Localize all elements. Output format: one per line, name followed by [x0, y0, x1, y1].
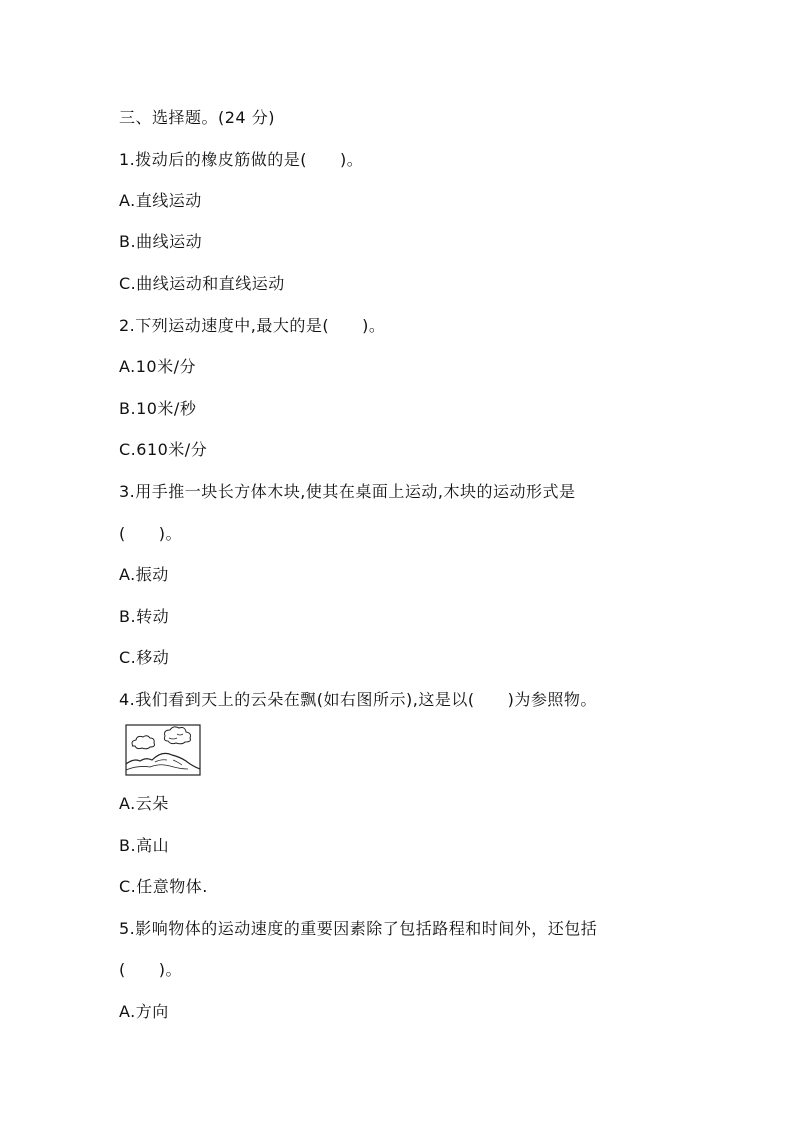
question-2-stem: 2.下列运动速度中,最大的是( )。 — [119, 316, 386, 335]
question-1-option-b: B.曲线运动 — [119, 232, 203, 251]
question-4-option-c: C.任意物体. — [119, 877, 208, 896]
question-5-option-a: A.方向 — [119, 1002, 169, 1021]
question-3-option-b: B.转动 — [119, 607, 170, 626]
question-1-option-c: C.曲线运动和直线运动 — [119, 274, 285, 293]
question-2-option-b: B.10米/秒 — [119, 399, 197, 418]
clouds-over-mountain-sketch — [125, 724, 201, 776]
question-1-option-a: A.直线运动 — [119, 191, 202, 210]
question-5-stem-continued: ( )。 — [119, 960, 182, 979]
question-3-stem: 3.用手推一块长方体木块,使其在桌面上运动,木块的运动形式是 — [119, 482, 576, 501]
question-4-option-a: A.云朵 — [119, 794, 169, 813]
question-5-stem: 5.影响物体的运动速度的重要因素除了包括路程和时间外，还包括 — [119, 919, 598, 938]
question-1-stem: 1.拨动后的橡皮筋做的是( )。 — [119, 150, 364, 169]
question-4-option-b: B.高山 — [119, 836, 170, 855]
question-2-option-c: C.610米/分 — [119, 440, 208, 459]
question-3-option-a: A.振动 — [119, 565, 169, 584]
section-heading: 三、选择题。(24 分) — [119, 108, 275, 127]
question-3-option-c: C.移动 — [119, 648, 170, 667]
question-2-option-a: A.10米/分 — [119, 357, 197, 376]
question-3-stem-continued: ( )。 — [119, 524, 182, 543]
question-4-stem: 4.我们看到天上的云朵在飘(如右图所示),这是以( )为参照物。 — [119, 690, 597, 709]
